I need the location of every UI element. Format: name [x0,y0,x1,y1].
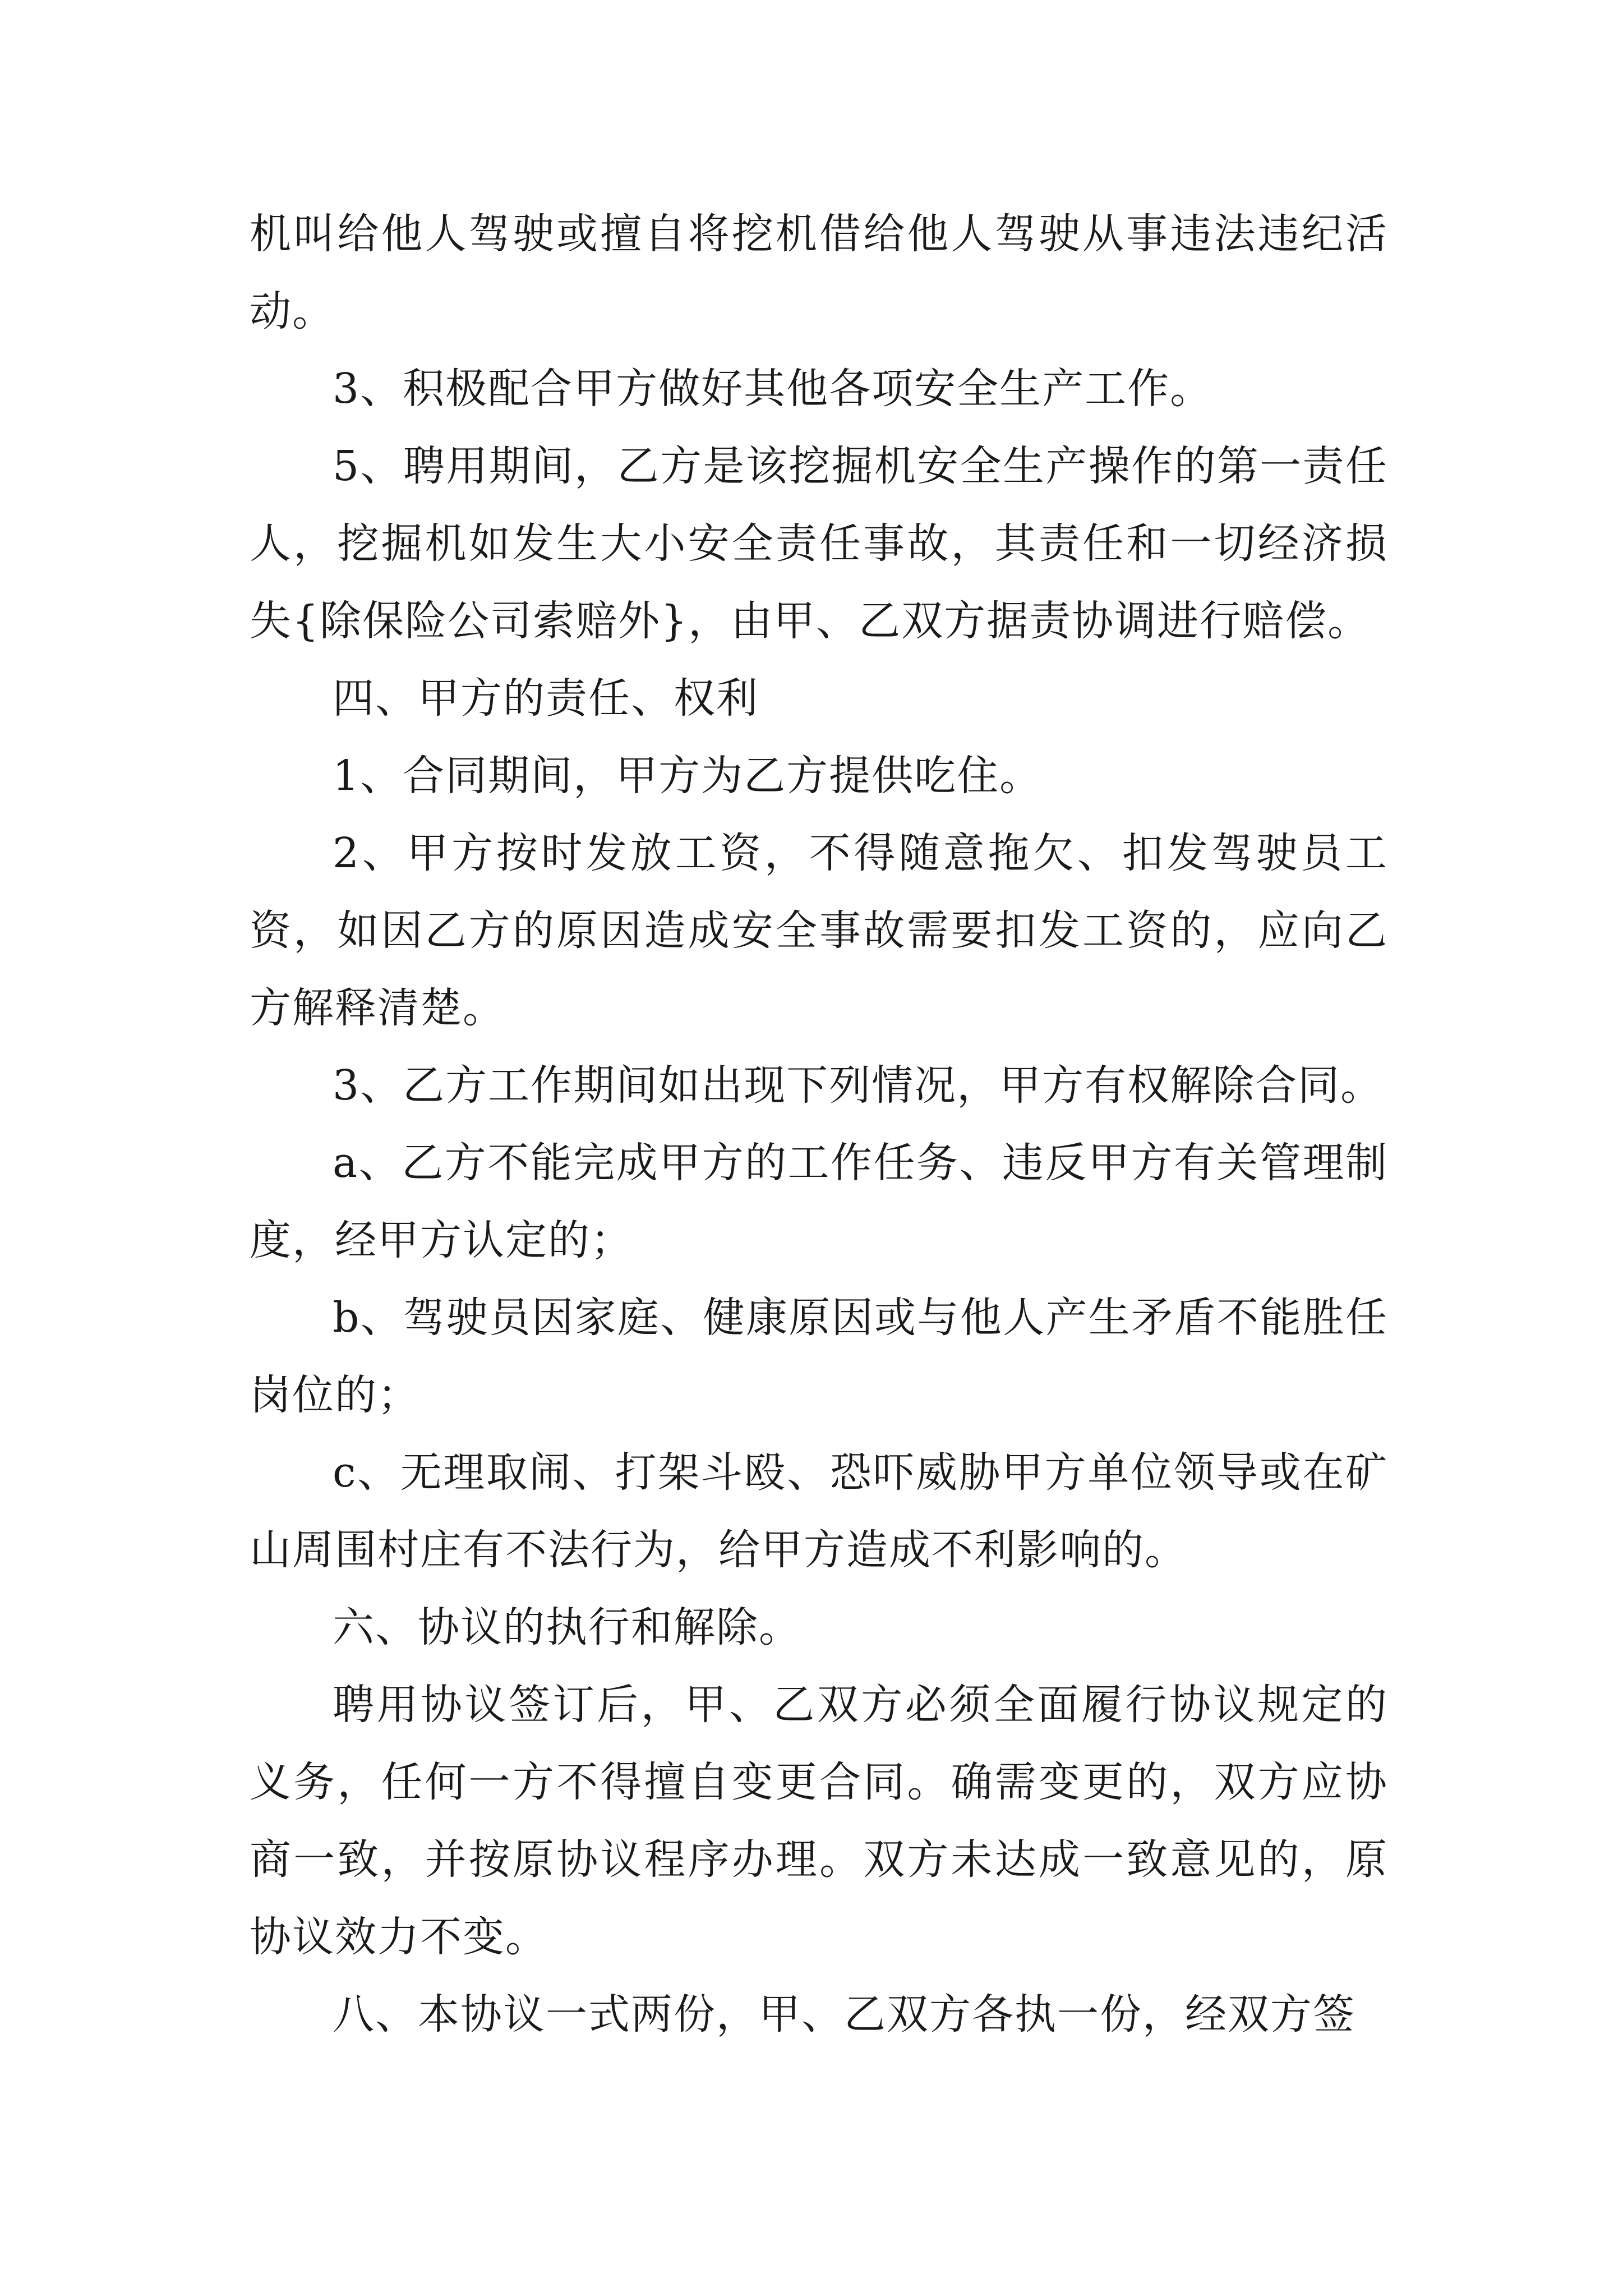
paragraph-clause-5-liability: 5、聘用期间，乙方是该挖掘机安全生产操作的第一责任人，挖掘机如发生大小安全责任事故，其责任和一切经济损失{除保险公司索赔外}，由甲、乙双方据责协调进行赔偿。 [250,442,1388,645]
paragraph-item-b: b、驾驶员因家庭、健康原因或与他人产生矛盾不能胜任岗位的； [250,1294,1388,1419]
paragraph-clause-8-copies: 八、本协议一式两份，甲、乙双方各执一份，经双方签 [333,1990,1355,2039]
paragraph-clause-2-wages: 2、甲方按时发放工资，不得随意拖欠、扣发驾驶员工资，如因乙方的原因造成安全事故需要扣发工资的，应向乙方解释清楚。 [250,829,1388,1032]
section-heading-execution: 六、协议的执行和解除。 [333,1603,801,1651]
document-page [250,195,1388,2053]
paragraph-continuation: 机叫给他人驾驶或擅自将挖机借给他人驾驶从事违法违纪活动。 [250,210,1388,335]
paragraph-execution-body: 聘用协议签订后，甲、乙双方必须全面履行协议规定的义务，任何一方不得擅自变更合同。确需变更的，双方应协商一致，并按原协议程序办理。双方未达成一致意见的，原协议效力不变。 [250,1681,1388,1961]
paragraph-clause-3-cooperate: 3、积极配合甲方做好其他各项安全生产工作。 [333,365,1213,413]
paragraph-item-c: c、无理取闹、打架斗殴、恐吓威胁甲方单位领导或在矿山周围村庄有不法行为，给甲方造成不利影响的。 [250,1448,1388,1574]
paragraph-item-a: a、乙方不能完成甲方的工作任务、违反甲方有关管理制度，经甲方认定的； [250,1139,1388,1264]
paragraph-clause-3-termination: 3、乙方工作期间如出现下列情况，甲方有权解除合同。 [333,1061,1384,1110]
section-heading-party-a-rights: 四、甲方的责任、权利 [333,674,759,723]
paragraph-clause-1-accommodation: 1、合同期间，甲方为乙方提供吃住。 [333,752,1043,800]
